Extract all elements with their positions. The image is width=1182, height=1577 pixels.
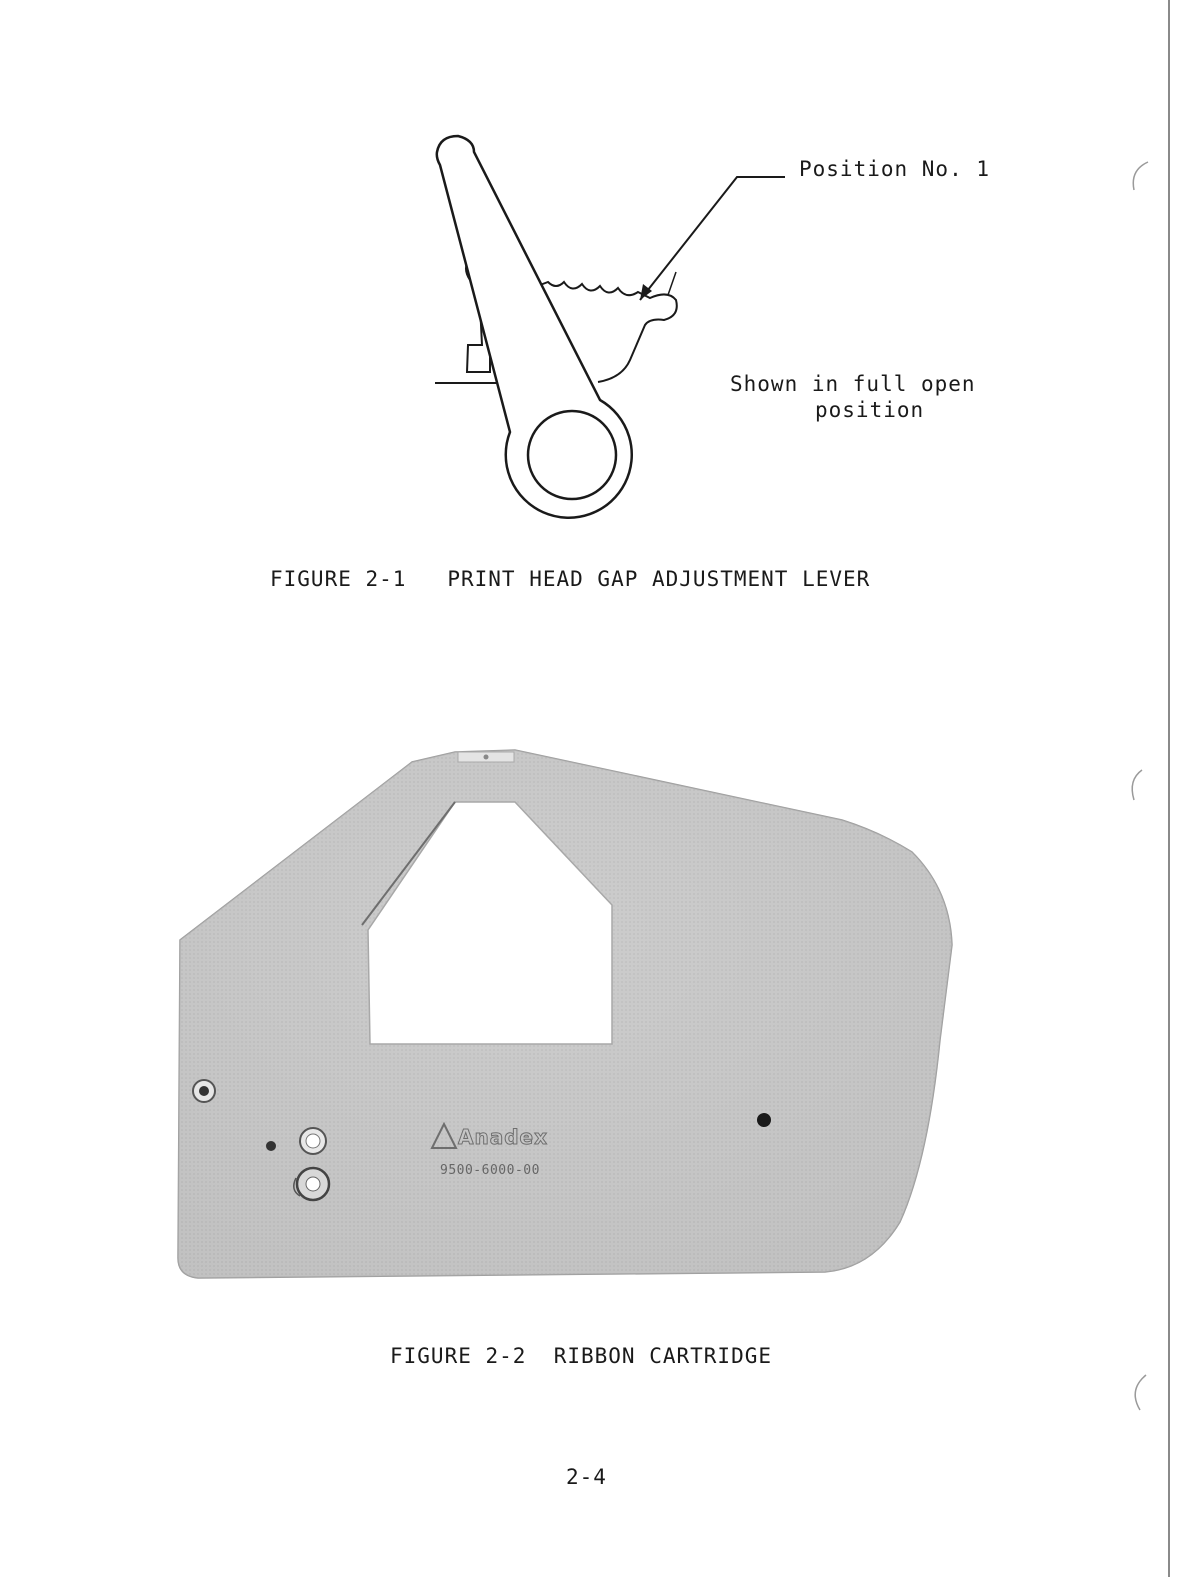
callout-full-open-line2: position bbox=[815, 398, 925, 422]
binder-hole-bottom bbox=[1135, 1375, 1146, 1410]
cartridge-part-number: 9500-6000-00 bbox=[440, 1163, 540, 1178]
binder-hole-middle bbox=[1132, 770, 1142, 800]
callout-full-open-line1: Shown in full open bbox=[730, 372, 976, 396]
figure-2-2-caption: FIGURE 2-2 RIBBON CARTRIDGE bbox=[390, 1344, 773, 1368]
anadex-logo-text: Anadex bbox=[458, 1125, 548, 1149]
figure-2-1-caption: FIGURE 2-1 PRINT HEAD GAP ADJUSTMENT LEVER bbox=[270, 567, 871, 591]
binder-hole-top bbox=[1133, 162, 1148, 190]
callout-position-no-1: Position No. 1 bbox=[799, 157, 991, 181]
page-number: 2-4 bbox=[566, 1465, 607, 1489]
